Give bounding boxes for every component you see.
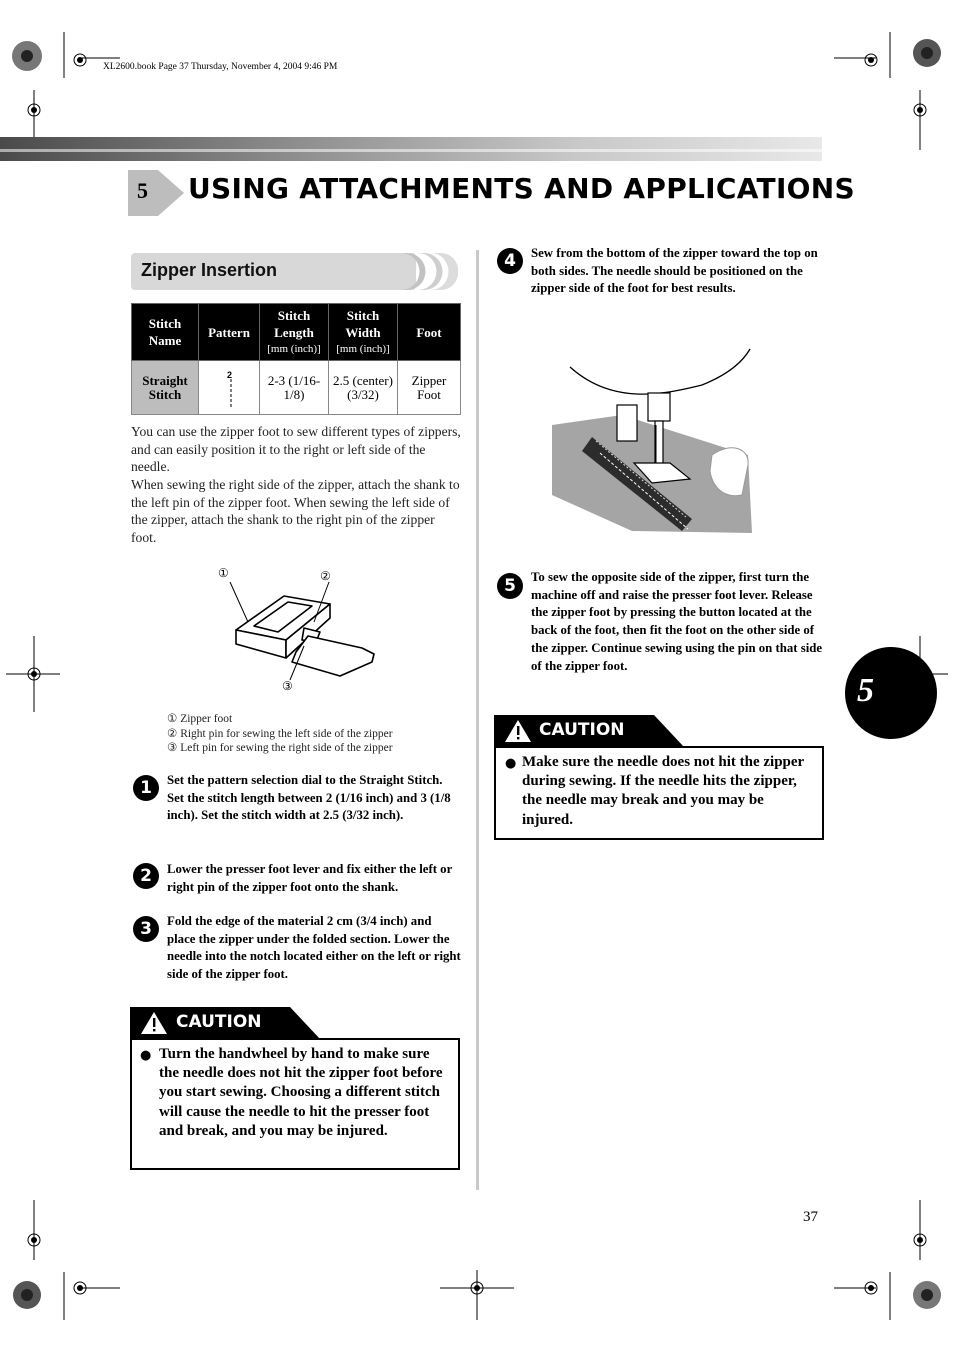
caution-label: CAUTION: [539, 720, 625, 740]
starburst-mark-bottom-left: [13, 1281, 41, 1309]
intro-paragraph: When sewing the right side of the zipper, attach the shank to the left pin of the zipper foot. When sewing the left side of the zipper, attach the shank to the right pin of the zipper foot.: [131, 477, 460, 546]
caution-label: CAUTION: [176, 1012, 262, 1032]
stitch-name-cell: Straight Stitch: [132, 361, 199, 415]
pattern-number: 2: [227, 369, 233, 380]
starburst-mark-bottom-right: [913, 1281, 941, 1309]
page-number: 37: [803, 1209, 818, 1225]
intro-paragraph: You can use the zipper foot to sew different types of zippers, and can easily position it to the right or left side of the needle.: [131, 424, 461, 475]
legend-item: ③ Left pin for sewing the right side of the zipper: [167, 742, 393, 754]
sewing-zipper-illustration: [552, 345, 752, 535]
chapter-title: USING ATTACHMENTS AND APPLICATIONS: [188, 172, 855, 205]
bullet-icon: ●: [140, 1048, 152, 1063]
bullet-icon: ●: [505, 756, 517, 771]
file-info: XL2600.book Page 37 Thursday, November 4, 2004 9:46 PM: [103, 62, 338, 72]
zipper-foot-illustration: [212, 562, 392, 702]
step-4-text: Sew from the bottom of the zipper toward the top on both sides. The needle should be positioned on the zipper side of the foot for best results.: [531, 246, 818, 296]
stitch-table: [131, 303, 461, 415]
caution-text: Make sure the needle does not hit the zipper during sewing. If the needle hits the zipper, the needle may break and you may be injured.: [522, 754, 804, 828]
legend-item: ② Right pin for sewing the left side of the zipper: [167, 728, 393, 740]
caution-text: Turn the handwheel by hand to make sure the needle does not hit the zipper foot before you start sewing. Choosing a different stitch will cause the needle to hit the presser foot and break, and you may be injured.: [159, 1046, 443, 1139]
starburst-mark-top-right: [913, 39, 941, 67]
stitch-length-cell: 2-3 (1/16-1/8): [260, 361, 329, 415]
table-header-row: [132, 304, 461, 361]
step-2-badge: 2: [133, 863, 159, 889]
pattern-cell: [199, 361, 260, 415]
step-2-text: Lower the presser foot lever and fix either the left or right pin of the zipper foot onto the shank.: [167, 862, 453, 894]
table-header-cell: Pattern: [199, 304, 260, 361]
step-3-badge: 3: [133, 916, 159, 942]
callout-3: ③: [282, 679, 293, 693]
stitch-width-cell: 2.5 (center) (3/32): [329, 361, 398, 415]
foot-cell: Zipper Foot: [398, 361, 461, 415]
legend-item: ① Zipper foot: [167, 713, 233, 725]
table-header-cell: Stitch Name: [132, 304, 199, 361]
starburst-mark-top-left: [12, 41, 42, 71]
chapter-side-tab-number: 5: [857, 672, 874, 709]
table-header-cell: Stitch Length [mm (inch)]: [260, 304, 329, 361]
callout-2: ②: [320, 569, 331, 583]
step-5-badge: 5: [497, 573, 523, 599]
straight-stitch-icon: [229, 379, 233, 409]
column-divider: [476, 250, 479, 1190]
callout-1: ①: [218, 566, 229, 580]
table-header-cell: Stitch Width [mm (inch)]: [329, 304, 398, 361]
section-title: Zipper Insertion: [141, 260, 278, 280]
step-1-badge: 1: [133, 775, 159, 801]
header-band-highlight: [0, 149, 822, 152]
step-5-text: To sew the opposite side of the zipper, first turn the machine off and raise the presser foot lever. Release the zipper foot by pressing the button located at the back of the foot, then fit the foot on the other side of the zipper. Continue sewing using the pin on that side of the zipper foot.: [531, 570, 823, 673]
table-row: [132, 361, 461, 415]
step-4-badge: 4: [497, 248, 523, 274]
chapter-number: 5: [137, 178, 148, 203]
step-3-text: Fold the edge of the material 2 cm (3/4 inch) and place the zipper under the folded section. Lower the needle into the notch located either on the left or right side of the zipper foot.: [167, 914, 461, 982]
step-1-text: Set the pattern selection dial to the Straight Stitch. Set the stitch length between 2 (1/16 inch) and 3 (1/8 inch). Set the stitch width at 2.5 (3/32 inch).: [167, 773, 451, 823]
table-header-cell: Foot: [398, 304, 461, 361]
